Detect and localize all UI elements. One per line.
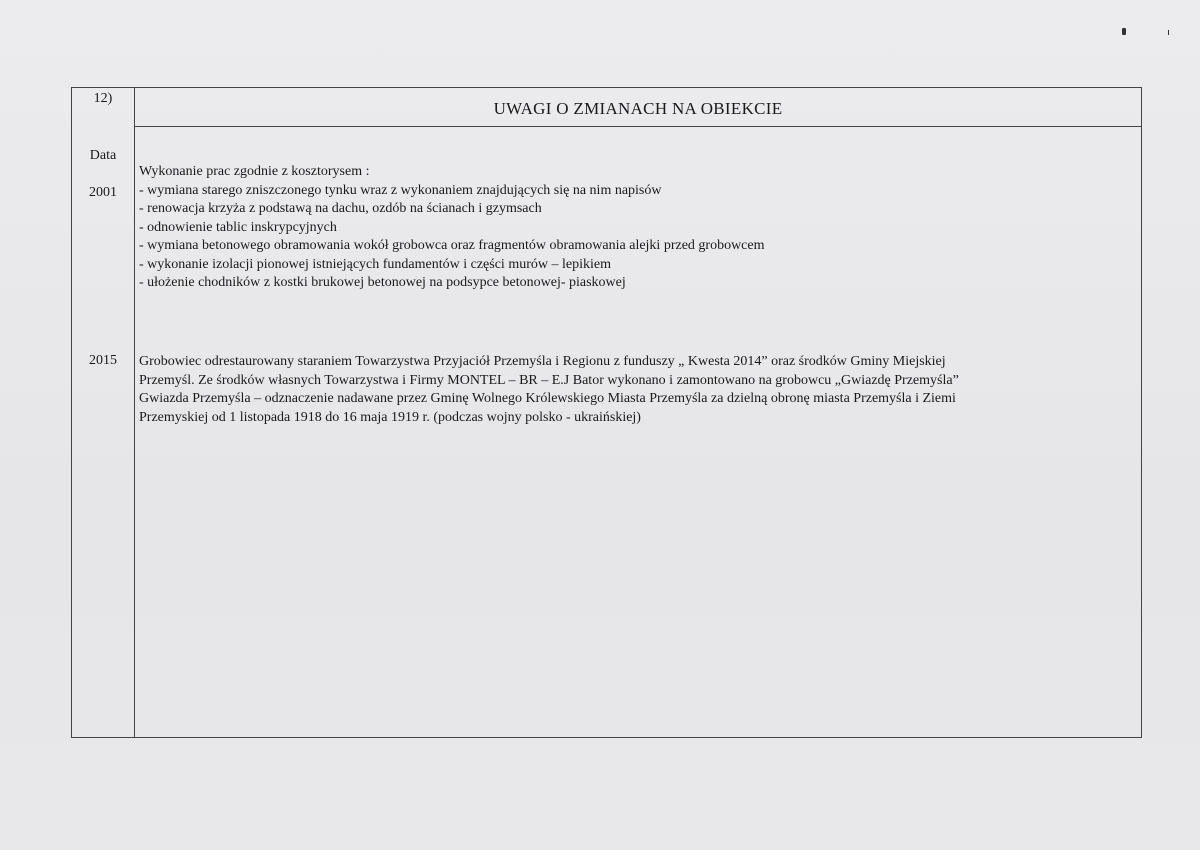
entry-line: - ułożenie chodników z kostki brukowej betonowej na podsypce betonowej- piaskowej	[139, 275, 626, 290]
entry-line: Przemyśl. Ze środków własnych Towarzystwa i Firmy MONTEL – BR – E.J Bator wykonano i zamontowano na grobowcu „Gwiazdę Przemyśla”	[139, 372, 959, 388]
entry-line: - wykonanie izolacji pionowej istniejących fundamentów i części murów – lepikiem	[139, 256, 611, 272]
column-divider	[134, 88, 135, 737]
changes-remarks-table	[71, 87, 1142, 738]
entry-2001	[139, 163, 1134, 293]
entry-2015	[139, 353, 1134, 427]
entry-line: - wymiana starego zniszczonego tynku wraz z wykonaniem znajdujących się na nim napisów	[139, 182, 662, 198]
section-number: 12)	[93, 91, 113, 106]
entry-line: - renowacja krzyża z podstawą na dachu, ozdób na ścianach i gzymsach	[139, 201, 542, 216]
entry-line: - wymiana betonowego obramowania wokół grobowca oraz fragmentów obramowania alejki przed grobowcem	[139, 238, 765, 253]
date-column-header: Data	[89, 148, 117, 163]
scan-speck	[1168, 30, 1169, 35]
entry-year: 2015	[89, 353, 117, 368]
entry-year: 2001	[89, 185, 117, 200]
entry-line: Grobowiec odrestaurowany staraniem Towarzystwa Przyjaciół Przemyśla i Regionu z funduszy „ Kwesta 2014” oraz środków Gminy Miejskiej	[139, 354, 946, 369]
entry-line: Przemyskiej od 1 listopada 1918 do 16 maja 1919 r. (podczas wojny polsko - ukraińskiej)	[139, 409, 641, 425]
entry-line: Gwiazda Przemyśla – odznaczenie nadawane przez Gminę Wolnego Królewskiego Miasta Przemyśla za dzielną obronę miasta Przemyśla i Ziemi	[139, 391, 956, 406]
entry-line: - odnowienie tablic inskrypcyjnych	[139, 219, 337, 235]
scan-speck	[1122, 28, 1126, 35]
header-divider	[134, 126, 1141, 127]
section-title: UWAGI O ZMIANACH NA OBIEKCIE	[493, 99, 783, 118]
entry-line: Wykonanie prac zgodnie z kosztorysem :	[139, 164, 370, 179]
